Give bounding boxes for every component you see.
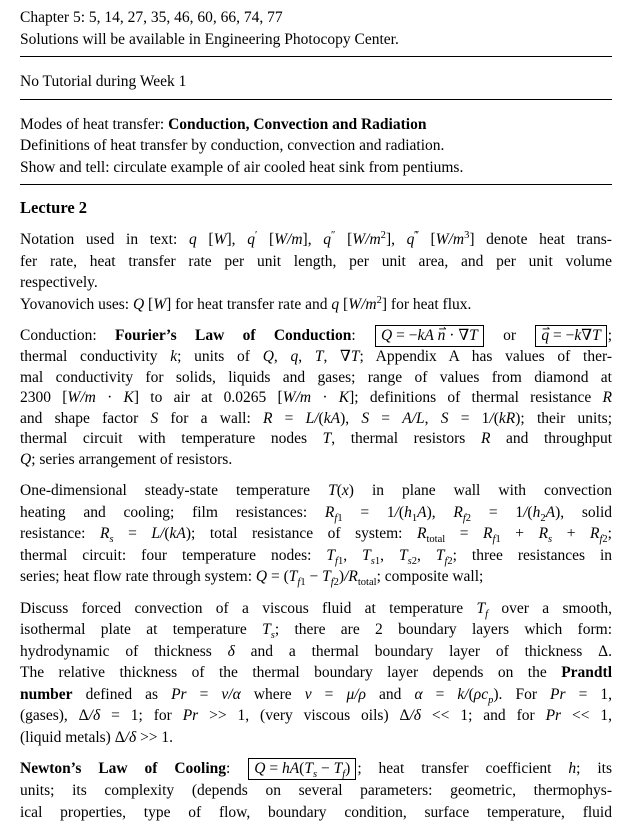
text-line: No Tutorial during Week 1	[20, 73, 187, 90]
lecture-2-heading: Lecture 2	[20, 198, 88, 217]
text-line: Definitions of heat transfer by conduction, convection and radiation.	[20, 137, 445, 154]
text-line: Show and tell: circulate example of air cooled heat sink from pentiums.	[20, 158, 464, 176]
text-line: Newton’s Law of Cooling: $Q = hA(T_s - T_f)$ ; heat transfer coefficient h; its	[20, 760, 613, 781]
text-line: thermal conductivity k; units of Q, q, T, ∇T; Appendix A has values of ther-	[20, 348, 612, 365]
chapter-assignments	[20, 7, 612, 50]
text-line: Chapter 5: 5, 14, 27, 35, 46, 60, 66, 74, 77	[20, 9, 283, 26]
text-line: Discuss forced convection of a viscous fluid at temperature $T_f$ over a smooth,	[20, 599, 612, 620]
text-line: number defined as Pr = ν/α where ν = μ/ρ and $\alpha = k/(\rho c_p)$. For Pr = 1,	[20, 685, 613, 706]
text-line: thermal circuit with temperature nodes T, thermal resistors R and throughput	[20, 430, 612, 447]
text-line: hydrodynamic of thickness δ and a thermal boundary layer of thickness Δ.	[20, 642, 612, 660]
text-line: One-dimensional steady-state temperature T(x) in plane wall with convection	[20, 482, 612, 499]
forced-convection-paragraph	[20, 598, 612, 749]
text-line: resistance: $R_s = L/(kA)$; total resistance of system: $R_{total} = R_{f1} + R_s + R_{f2}$;	[20, 525, 612, 546]
text-line: (liquid metals) Δ/δ >> 1.	[20, 728, 174, 746]
text-line: Yovanovich uses: Q [W] for heat transfer rate and q $[W/m^2]$ for heat flux.	[20, 294, 472, 313]
modes-of-heat-transfer	[20, 114, 612, 179]
text-line: fer rate, heat transfer rate per unit length, per unit area, and per unit volume	[20, 252, 612, 270]
text-line: Conduction: Fourier’s Law of Conduction: Q = −kA ⇀ n · ∇T or ⇀ q = −k∇T ;	[20, 325, 612, 347]
text-line: isothermal plate at temperature $T_s$; there are 2 boundary layers which form:	[20, 621, 612, 642]
text-line: thermal circuit: four temperature nodes: $T_{f1}$, $T_{s1}$, $T_{s2}$, $T_{f2}$; three resistances in	[20, 546, 613, 567]
text-line: series; heat flow rate through system: $Q = (T_{f1} - T_{f2})/R_{total}$; composite wall;	[20, 568, 484, 589]
text-line: units; its complexity (depends on several parameters: geometric, thermophys-	[20, 782, 612, 799]
text-line: Notation used in text: q [W], q′ [W/m], q″ $[W/m^2]$, q‴ $[W/m^3]$ denote heat trans-	[20, 229, 612, 248]
horizontal-rule	[20, 99, 612, 100]
text-line: The relative thickness of the thermal boundary layer depends on the Prandtl	[20, 664, 612, 681]
text-line: 2300 [W/m · K] to air at 0.0265 [W/m · K]; definitions of thermal resistance R	[20, 389, 612, 406]
text-line: mal conductivity for solids, liquids and gases; range of values from diamond at	[20, 368, 612, 386]
text-line: heating and cooling; film resistances: $R_{f1} = 1/(h_1A)$, $R_{f2} = 1/(h_2A)$, solid	[20, 503, 613, 524]
text-line: Modes of heat transfer: Conduction, Convection and Radiation	[20, 115, 427, 133]
text-line: respectively.	[20, 274, 98, 291]
text-line: (gases), Δ/δ = 1; for Pr >> 1, (very viscous oils) Δ/δ << 1; and for Pr << 1,	[20, 707, 612, 724]
tutorial-note	[20, 71, 612, 93]
horizontal-rule	[20, 184, 612, 185]
text-line: and shape factor S for a wall: R = L/(kA), S = A/L, S = 1/(kR); their units;	[20, 409, 613, 427]
plane-wall-paragraph	[20, 480, 612, 588]
text-line: Q; series arrangement of resistors.	[20, 450, 233, 468]
text-line: Solutions will be available in Engineering Photocopy Center.	[20, 30, 399, 48]
conduction-paragraph	[20, 325, 612, 470]
newtons-law-paragraph	[20, 758, 612, 823]
text-line: ical properties, type of flow, boundary condition, surface temperature, fluid	[20, 803, 612, 821]
notation-paragraph	[20, 229, 612, 315]
horizontal-rule	[20, 56, 612, 57]
